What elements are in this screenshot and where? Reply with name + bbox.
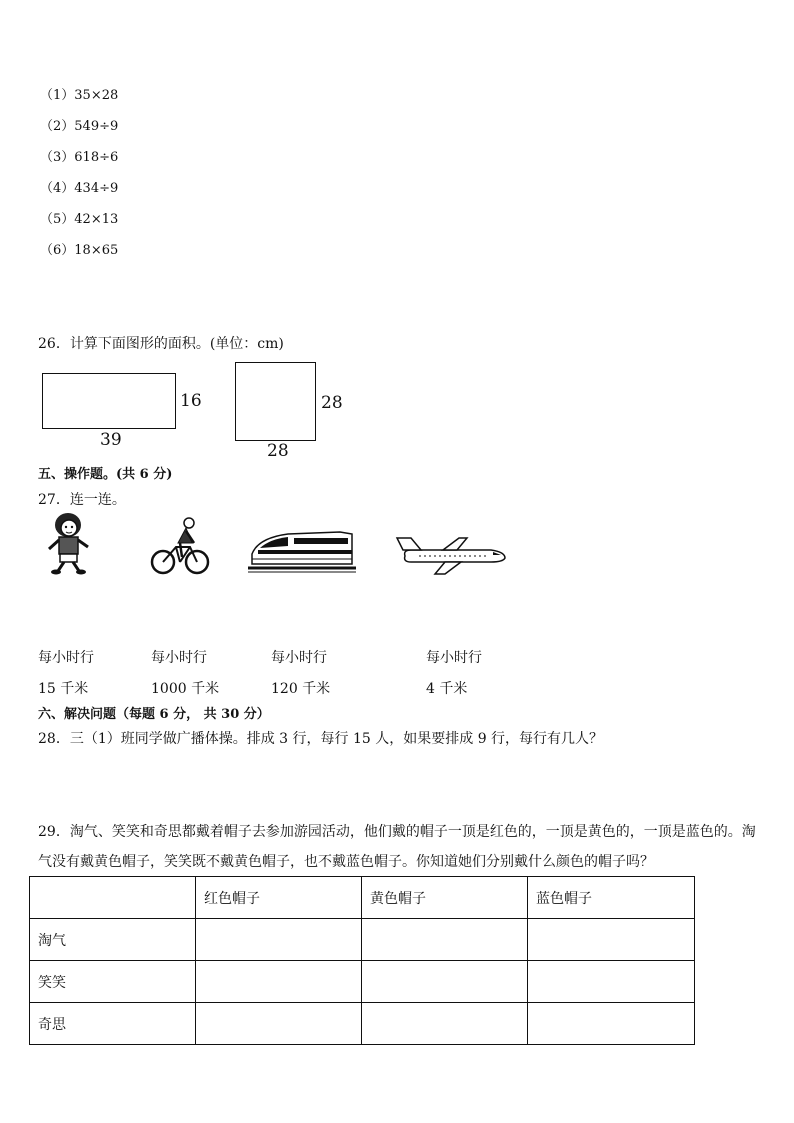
q29-text-line-1: 29．淘气、笑笑和奇思都戴着帽子去参加游园活动，他们戴的帽子一顶是红色的，一顶是黄色的，一顶是蓝色的。淘	[38, 824, 756, 840]
airplane-icon	[395, 536, 507, 576]
calc-item-1: （1）35×28	[40, 88, 119, 103]
table-answer-cell[interactable]	[528, 1003, 695, 1045]
section-5-title: 五、操作题。(共 6 分)	[38, 467, 173, 482]
table-answer-cell[interactable]	[362, 919, 528, 961]
speed-label-3: 每小时行	[271, 650, 327, 666]
table-row	[30, 919, 695, 961]
high-speed-train-icon	[248, 528, 356, 574]
table-answer-cell[interactable]	[196, 919, 362, 961]
speed-label-4: 每小时行	[426, 650, 482, 666]
calc-item-5: （5）42×13	[40, 212, 119, 227]
calc-item-2: （2）549÷9	[40, 119, 119, 134]
rectangle-width-label: 39	[100, 430, 122, 450]
speed-value-2: 1000 千米	[151, 681, 220, 697]
table-row	[30, 1003, 695, 1045]
walking-child-icon	[44, 511, 94, 575]
table-answer-cell[interactable]	[362, 961, 528, 1003]
q27-text: 27．连一连。	[38, 492, 126, 508]
calc-item-3: （3）618÷6	[40, 150, 119, 165]
q26-text: 26．计算下面图形的面积。(单位：cm)	[38, 336, 284, 352]
square-figure	[235, 362, 316, 441]
cyclist-icon	[150, 517, 210, 577]
table-header-blue-hat: 蓝色帽子	[528, 877, 695, 919]
speed-label-2: 每小时行	[151, 650, 207, 666]
table-answer-cell[interactable]	[362, 1003, 528, 1045]
speed-value-3: 120 千米	[271, 681, 331, 697]
speed-value-1: 15 千米	[38, 681, 89, 697]
table-row-label-taoqi: 淘气	[30, 919, 196, 961]
calc-item-4: （4）434÷9	[40, 181, 119, 196]
square-width-label: 28	[267, 441, 289, 461]
table-header-yellow-hat: 黄色帽子	[362, 877, 528, 919]
table-header-cell	[30, 877, 196, 919]
table-answer-cell[interactable]	[196, 1003, 362, 1045]
calc-item-6: （6）18×65	[40, 243, 119, 258]
speed-value-4: 4 千米	[426, 681, 468, 697]
table-row	[30, 961, 695, 1003]
square-height-label: 28	[321, 393, 343, 413]
hat-color-table	[29, 876, 695, 1045]
speed-label-1: 每小时行	[38, 650, 94, 666]
table-row-label-xiaoxiao: 笑笑	[30, 961, 196, 1003]
table-header-row	[30, 877, 695, 919]
rectangle-height-label: 16	[180, 391, 202, 411]
q29-text-line-2: 气没有戴黄色帽子，笑笑既不戴黄色帽子，也不戴蓝色帽子。你知道她们分别戴什么颜色的帽子吗？	[38, 854, 654, 870]
table-answer-cell[interactable]	[528, 961, 695, 1003]
table-row-label-qisi: 奇思	[30, 1003, 196, 1045]
table-answer-cell[interactable]	[528, 919, 695, 961]
section-6-title: 六、解决问题（每题 6 分， 共 30 分）	[38, 707, 270, 722]
table-header-red-hat: 红色帽子	[196, 877, 362, 919]
q28-text: 28．三（1）班同学做广播体操。排成 3 行，每行 15 人，如果要排成 9 行，每行有几人？	[38, 731, 604, 747]
table-answer-cell[interactable]	[196, 961, 362, 1003]
rectangle-figure	[42, 373, 176, 429]
